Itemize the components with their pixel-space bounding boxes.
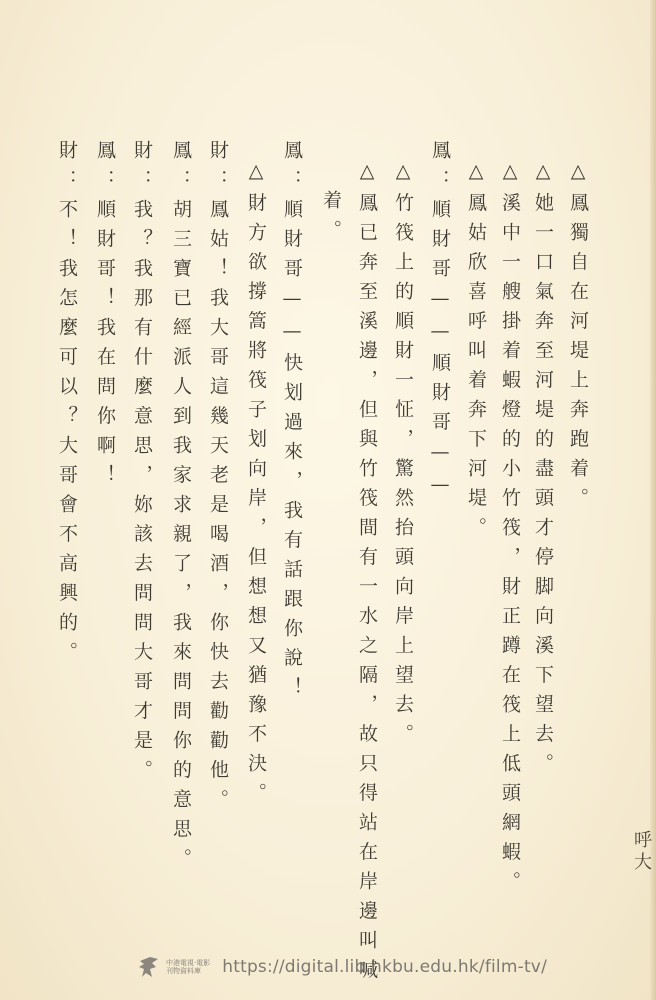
stage-direction-line: △鳳獨自在河堤上奔跑着。 [567, 160, 589, 517]
stage-direction-line: △她一口氣奔至河堤的盡頭才停脚向溪下望去。 [532, 160, 554, 783]
dialogue-line: 財：我？我那有什麼意思，妳該去問問大哥才是。 [131, 140, 153, 789]
archive-logo-text [166, 959, 210, 976]
archive-logo-icon [138, 955, 160, 979]
logo-line-2: 刊物資料庫 [166, 967, 201, 975]
dialogue-line: 財：鳳姑！我大哥這幾天老是喝酒，你快去勸勸他。 [207, 140, 229, 819]
stage-direction-line: △溪中一艘掛着蝦燈的小竹筏，財正蹲在筏上低頭網蝦。 [499, 160, 521, 901]
dialogue-line: 財：不！我怎麼可以？大哥會不高興的。 [56, 140, 78, 671]
stage-direction-line: △竹筏上的順財一怔，驚然抬頭向岸上望去。 [392, 160, 414, 753]
watermark [138, 950, 547, 984]
logo-line-1: 中港電視·電影 [166, 958, 211, 967]
dialogue-line: 鳳：順財哥！我在問你啊！ [94, 140, 116, 494]
dialogue-line: 鳳：順財哥——順財哥—— [429, 140, 451, 506]
stage-direction-continuation: 着。 [320, 190, 342, 249]
watermark-url[interactable]: https://digital.lib.hkbu.edu.hk/film-tv/ [222, 957, 547, 977]
stage-direction-line: △鳳姑欣喜呼叫着奔下河堤。 [465, 160, 487, 547]
dialogue-line: 鳳：順財哥——快划過來，我有話跟你說！ [281, 140, 303, 707]
dialogue-line: 鳳：胡三寶已經派人到我家求親了，我來問問你的意思。 [170, 140, 192, 878]
stage-direction-line: △財方欲撐篙將筏子划向岸，但想想又猶豫不決。 [245, 160, 267, 812]
margin-text-fragment: 呼大 [631, 830, 652, 874]
stage-direction-line: △鳳已奔至溪邊，但與竹筏間有一水之隔，故只得站在岸邊叫喊 [356, 160, 378, 989]
